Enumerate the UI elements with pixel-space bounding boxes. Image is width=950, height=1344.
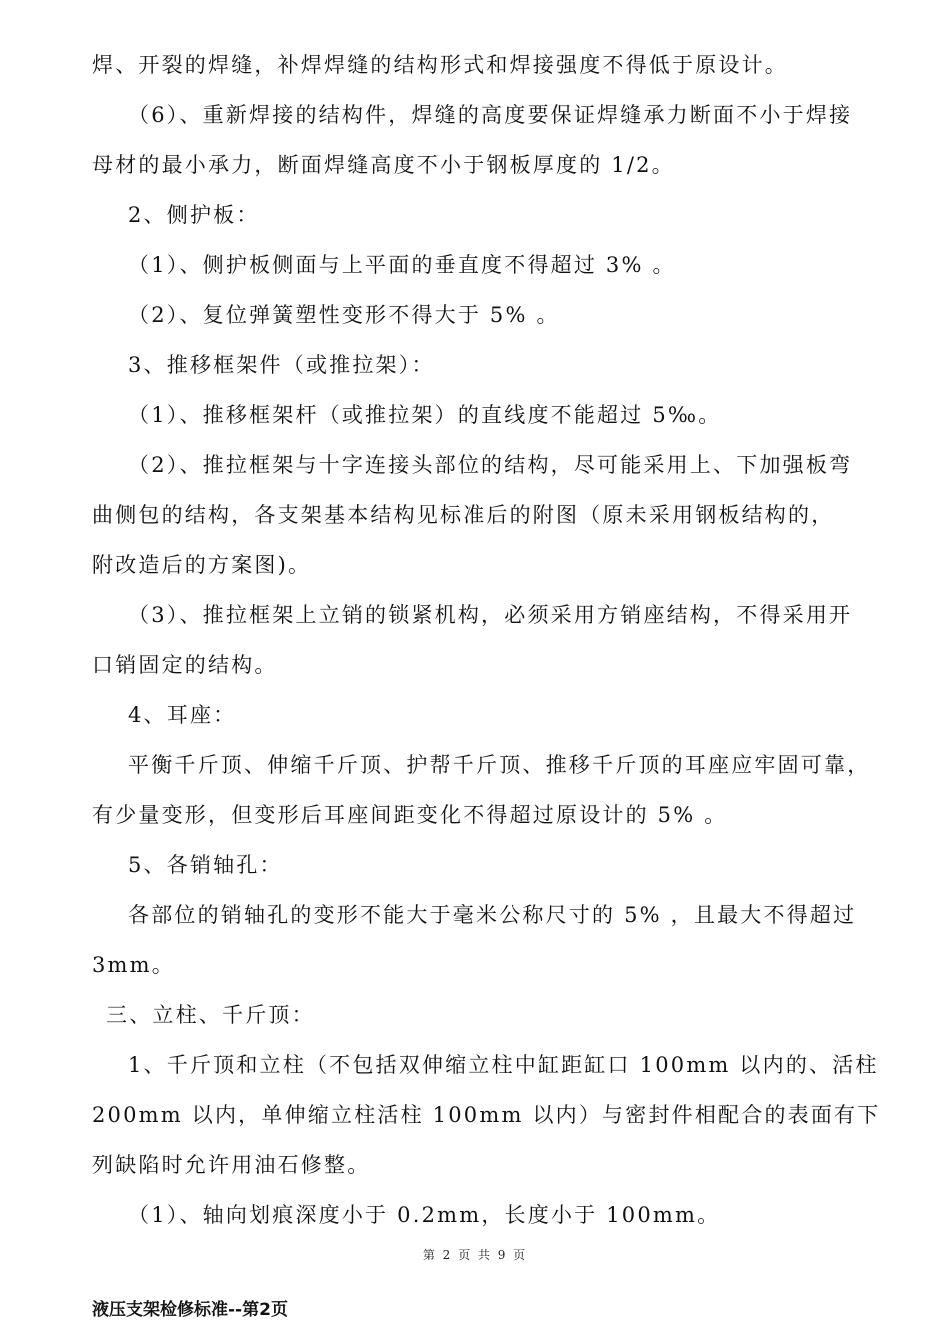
paragraph-line: 附改造后的方案图)。	[92, 553, 312, 577]
document-title-footer: 液压支架检修标准--第2页	[92, 1300, 288, 1320]
paragraph-line: （1）、轴向划痕深度小于 0.2mm，长度小于 100mm。	[128, 1203, 721, 1227]
paragraph-line: （1）、推移框架杆（或推拉架）的直线度不能超过 5‰。	[128, 403, 722, 427]
paragraph-line: 焊、开裂的焊缝，补焊焊缝的结构形式和焊接强度不得低于原设计。	[92, 53, 788, 77]
paragraph-line: （2）、复位弹簧塑性变形不得大于 5% 。	[128, 303, 560, 327]
paragraph-line: 200mm 以内，单伸缩立柱活柱 100mm 以内）与密封件相配合的表面有下	[92, 1103, 881, 1127]
paragraph-line: （2）、推拉框架与十字连接头部位的结构，尽可能采用上、下加强板弯	[128, 453, 853, 477]
section-heading: 5、各销轴孔：	[128, 853, 283, 877]
paragraph-line: （1）、侧护板侧面与上平面的垂直度不得超过 3% 。	[128, 253, 676, 277]
section-heading: 4、耳座：	[128, 703, 237, 727]
page-indicator: 第 2 页 共 9 页	[422, 1248, 528, 1262]
paragraph-line: 有少量变形，但变形后耳座间距变化不得超过原设计的 5% 。	[92, 803, 728, 827]
paragraph-line: 3mm。	[92, 953, 175, 977]
section-heading: 3、推移框架件（或推拉架）：	[128, 353, 435, 377]
paragraph-line: 口销固定的结构。	[92, 653, 278, 677]
paragraph-line: （6）、重新焊接的结构件，焊缝的高度要保证焊缝承力断面不小于焊接	[128, 103, 853, 127]
section-heading: 2、侧护板：	[128, 203, 260, 227]
paragraph-line: 1、千斤顶和立柱（不包括双伸缩立柱中缸距缸口 100mm 以内的、活柱	[128, 1053, 879, 1077]
paragraph-line: 母材的最小承力，断面焊缝高度不小于钢板厚度的 1/2。	[92, 153, 675, 177]
chapter-heading: 三、立柱、千斤顶：	[106, 1003, 315, 1027]
paragraph-line: （3）、推拉框架上立销的锁紧机构，必须采用方销座结构，不得采用开	[128, 603, 853, 627]
paragraph-line: 各部位的销轴孔的变形不能大于毫米公称尺寸的 5% ，且最大不得超过	[128, 903, 857, 927]
paragraph-line: 平衡千斤顶、伸缩千斤顶、护帮千斤顶、推移千斤顶的耳座应牢固可靠，	[128, 753, 871, 777]
paragraph-line: 列缺陷时允许用油石修整。	[92, 1153, 371, 1177]
paragraph-line: 曲侧包的结构，各支架基本结构见标准后的附图（原未采用钢板结构的，	[92, 503, 835, 527]
